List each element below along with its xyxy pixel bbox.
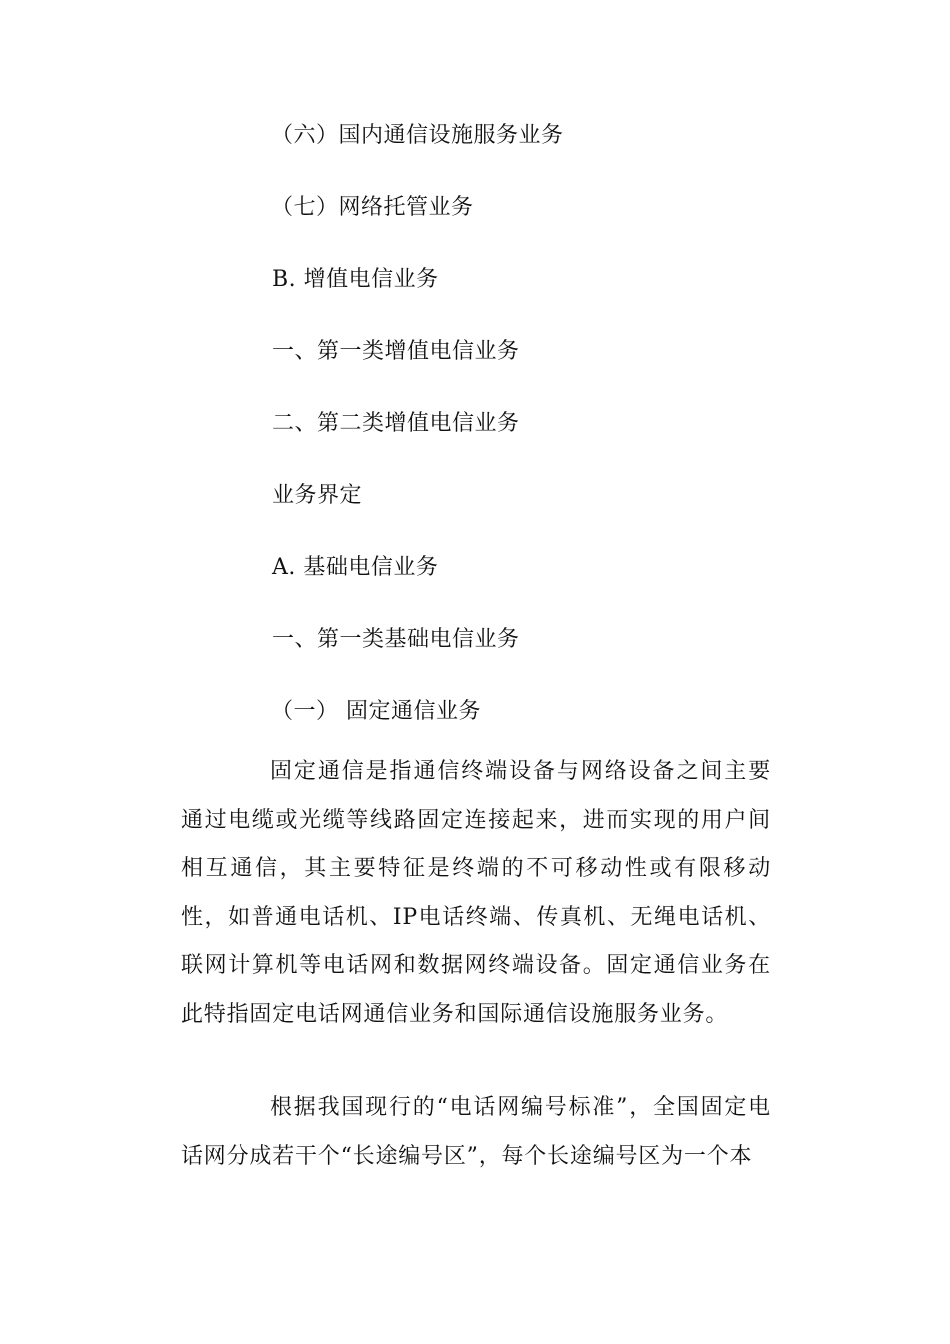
heading-basic-class-1: 一、第一类基础电信业务 <box>272 627 520 652</box>
heading-fixed-communication: （一） 固定通信业务 <box>271 699 481 724</box>
paragraph-fixed-communication-definition: 固定通信是指通信终端设备与网络设备之间主要通过电缆或光缆等线路固定连接起来，进而实现的用户间相互通信，其主要特征是终端的不可移动性或有限移动性，如普通电话机、IP电话终端、传真机、无绳电话机、联网计算机等电话网和数据网终端设备。固定通信业务在此特指固定电话网通信业务和国际通信设施服务业务。 <box>181 759 771 1027</box>
heading-value-added-class-1: 一、第一类增值电信业务 <box>272 339 520 364</box>
heading-network-hosting: （七）网络托管业务 <box>271 195 474 220</box>
heading-value-added-telecom: B. 增值电信业务 <box>272 267 439 292</box>
paragraph-numbering-standard: 根据我国现行的“电话网编号标准”，全国固定电话网分成若干个“长途编号区”，每个长途编号区为一个本 <box>181 1095 771 1169</box>
heading-value-added-class-2: 二、第二类增值电信业务 <box>272 411 520 436</box>
heading-basic-telecom: A. 基础电信业务 <box>272 555 439 580</box>
heading-domestic-facility-service: （六）国内通信设施服务业务 <box>271 123 564 148</box>
heading-business-definition: 业务界定 <box>272 483 363 508</box>
